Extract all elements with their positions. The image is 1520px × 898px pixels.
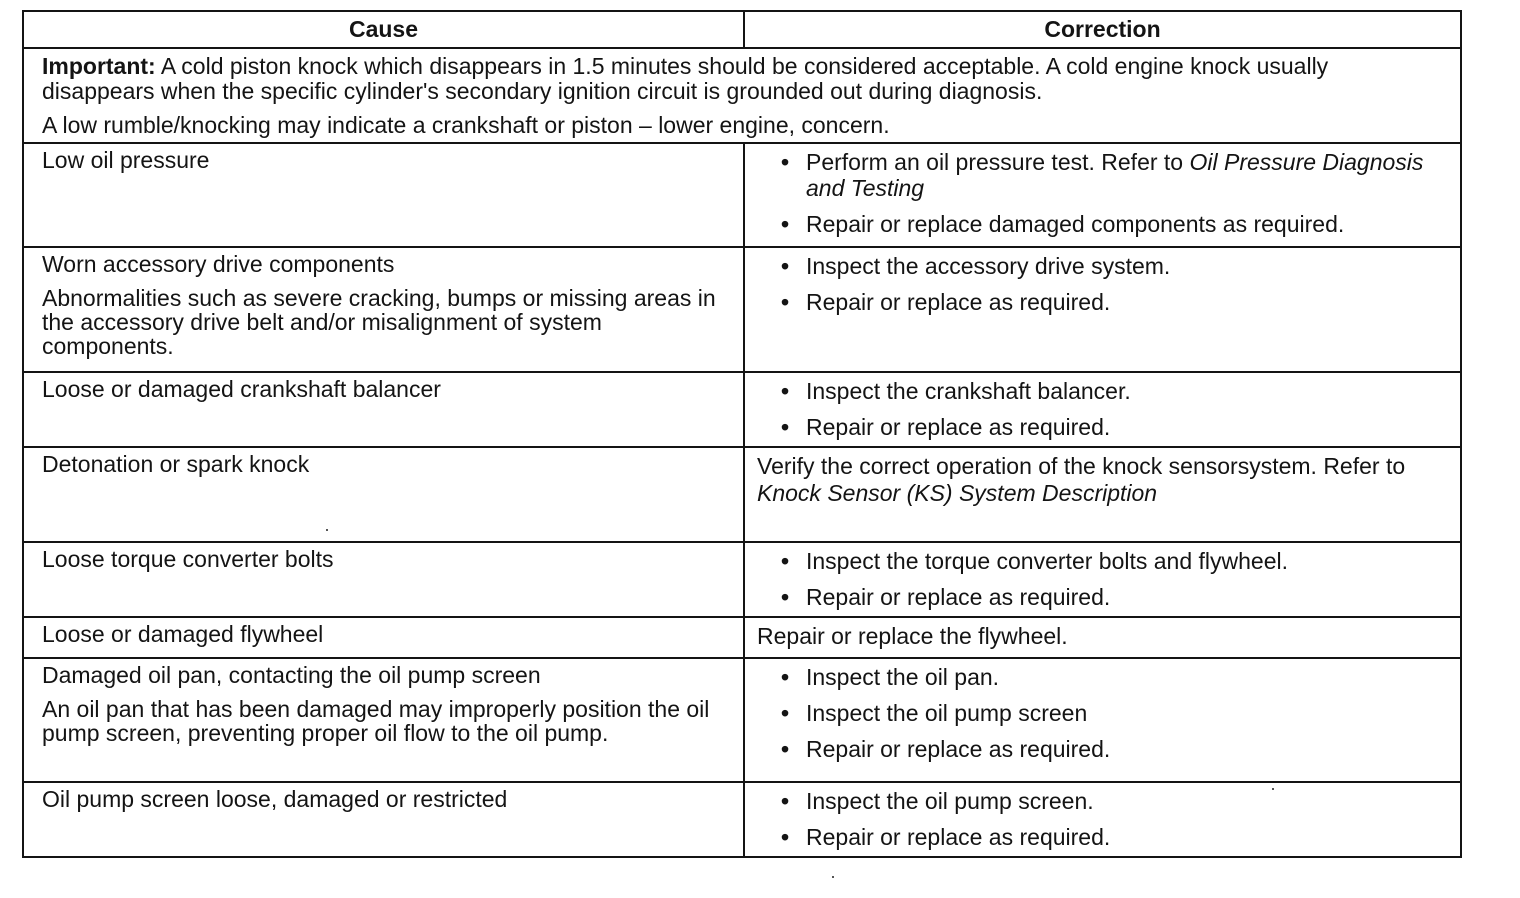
bullet-icon: • [781,149,790,175]
table-row [23,143,1461,247]
cause-text: Loose torque converter bolts [42,546,334,572]
bullet-icon: • [781,378,790,404]
important-paragraph [42,54,1442,104]
correction-paragraph [757,453,1448,507]
correction-cell [744,247,1461,372]
correction-cell [744,447,1461,542]
correction-cell [744,372,1461,447]
correction-cell [744,782,1461,857]
cause-text: Oil pump screen loose, damaged or restricted [42,786,508,812]
correction-text: Repair or replace the flywheel. [757,623,1068,649]
cause-cell [23,247,744,372]
important-note: A low rumble/knocking may indicate a crankshaft or piston – lower engine, concern. [42,112,890,138]
correction-item [757,824,1448,850]
bullet-icon: • [781,211,790,237]
cause-note: An oil pan that has been damaged may improperly position the oil pump screen, preventing proper oil flow to the oil pump. [42,696,710,746]
reference-title: Knock Sensor (KS) System Description [757,480,1158,506]
correction-item [757,736,1448,762]
table-row [23,542,1461,617]
correction-header: Correction [744,11,1461,48]
reference-title: Oil Pressure Diagnosis and Testing [806,149,1424,201]
cause-cell [23,542,744,617]
important-row [23,48,1461,143]
correction-item [757,584,1448,610]
correction-text: Repair or replace as required. [806,736,1111,762]
correction-list [757,548,1448,610]
correction-cell [744,658,1461,782]
correction-list [757,253,1448,315]
correction-text: Inspect the oil pump screen [806,700,1088,726]
bullet-icon: • [781,253,790,279]
bullet-icon: • [781,736,790,762]
correction-item [757,149,1448,201]
correction-text: Inspect the accessory drive system. [806,253,1171,279]
bullet-icon: • [781,664,790,690]
table-row [23,782,1461,857]
correction-text: Repair or replace damaged components as required. [806,211,1345,237]
table-row [23,447,1461,542]
correction-list [757,788,1448,850]
correction-item [757,211,1448,237]
correction-list [757,149,1448,237]
correction-item [757,700,1448,726]
correction-item [757,414,1448,440]
correction-text: Inspect the oil pump screen. [806,788,1094,814]
cause-text: Worn accessory drive components [42,251,395,277]
correction-text: Verify the correct operation of the knock sensorsystem. Refer to [757,453,1406,479]
correction-text: Perform an oil pressure test. Refer to [806,149,1184,175]
correction-cell [744,542,1461,617]
cause-text: Damaged oil pan, contacting the oil pump screen [42,662,541,688]
cause-cell [23,143,744,247]
correction-item [757,253,1448,279]
cause-text: Low oil pressure [42,147,210,173]
important-text: A cold piston knock which disappears in 1.5 minutes should be considered acceptable. A cold engine knock usually disappears when the specific cylinder's secondary ignition circuit is grounded out during diagnosis. [42,53,1329,104]
correction-text: Repair or replace as required. [806,414,1111,440]
table-row [23,247,1461,372]
correction-text: Repair or replace as required. [806,824,1111,850]
correction-item [757,289,1448,315]
cause-text: Detonation or spark knock [42,451,310,477]
cause-cell [23,658,744,782]
table-row [23,658,1461,782]
correction-list [757,664,1448,762]
cause-cell [23,617,744,658]
correction-cell [744,143,1461,247]
cause-text: Loose or damaged flywheel [42,621,324,647]
important-label: Important: [42,53,156,79]
cause-header: Cause [23,11,744,48]
cause-cell [23,782,744,857]
correction-cell [744,617,1461,658]
correction-item [757,664,1448,690]
table-row [23,617,1461,658]
bullet-icon: • [781,788,790,814]
bullet-icon: • [781,584,790,610]
correction-item [757,548,1448,574]
bullet-icon: • [781,548,790,574]
correction-item [757,788,1448,814]
diagnosis-table [22,10,1462,858]
important-cell [23,48,1461,143]
scan-speck [326,529,328,531]
cause-cell [23,447,744,542]
correction-item [757,378,1448,404]
correction-text: Inspect the torque converter bolts and flywheel. [806,548,1289,574]
scan-speck [1272,788,1274,790]
bullet-icon: • [781,824,790,850]
cause-cell [23,372,744,447]
cause-note: Abnormalities such as severe cracking, bumps or missing areas in the accessory drive belt and/or misalignment of system components. [42,285,716,359]
header-row [23,11,1461,48]
scan-speck [832,876,834,878]
correction-text: Inspect the crankshaft balancer. [806,378,1131,404]
bullet-icon: • [781,700,790,726]
cause-text: Loose or damaged crankshaft balancer [42,376,441,402]
bullet-icon: • [781,289,790,315]
correction-list [757,378,1448,440]
correction-text: Inspect the oil pan. [806,664,1000,690]
correction-text: Repair or replace as required. [806,289,1111,315]
table-row [23,372,1461,447]
bullet-icon: • [781,414,790,440]
correction-text: Repair or replace as required. [806,584,1111,610]
